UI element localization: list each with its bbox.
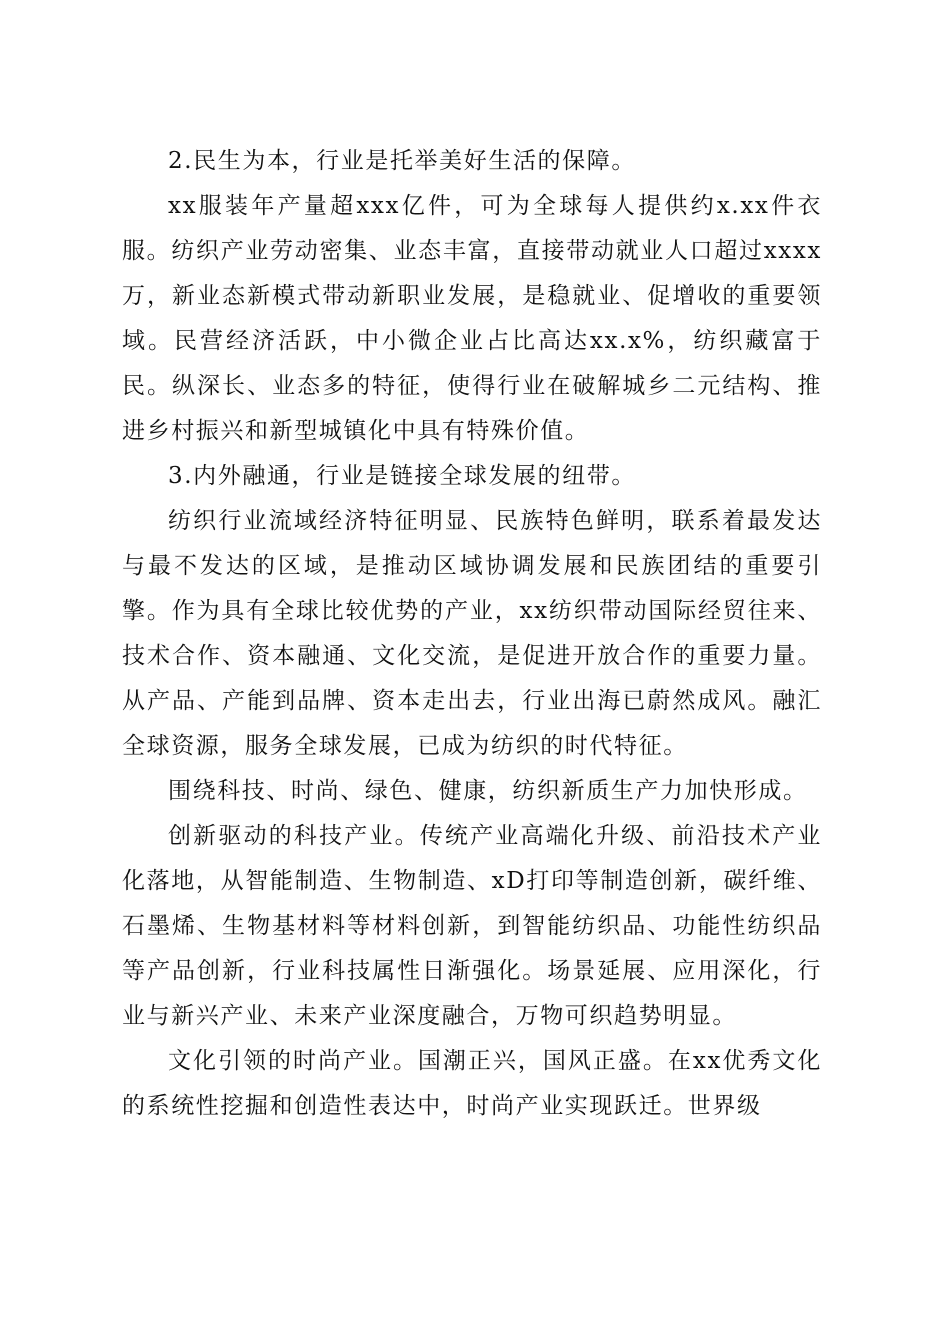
- document-body: [122, 139, 822, 1129]
- section-heading-2: 2.民生为本，行业是托举美好生活的保障。: [168, 148, 636, 174]
- section-heading-3: 3.内外融通，行业是链接全球发展的纽带。: [168, 463, 636, 489]
- paragraph-livelihood: xx服装年产量超xxx亿件，可为全球每人提供约x.xx件衣服。纺织产业劳动密集、业态丰富，直接带动就业人口超过xxxx万，新业态新模式带动新职业发展，是稳就业、促增收的重要领域。民营经济活跃，中小微企业占比高达xx.x%，纺织藏富于民。纵深长、业态多的特征，使得行业在破解城乡二元结构、推进乡村振兴和新型城镇化中具有特殊价值。: [122, 193, 822, 444]
- paragraph-fashion-industry: 文化引领的时尚产业。国潮正兴，国风正盛。在xx优秀文化的系统性挖掘和创造性表达中，时尚产业实现跃迁。世界级: [122, 1048, 822, 1119]
- paragraph-new-productivity: 围绕科技、时尚、绿色、健康，纺织新质生产力加快形成。: [168, 778, 808, 804]
- paragraph-global-link: 纺织行业流域经济特征明显、民族特色鲜明，联系着最发达与最不发达的区域，是推动区域协调发展和民族团结的重要引擎。作为具有全球比较优势的产业，xx纺织带动国际经贸往来、技术合作、资本融通、文化交流，是促进开放合作的重要力量。从产品、产能到品牌、资本走出去，行业出海已蔚然成风。融汇全球资源，服务全球发展，已成为纺织的时代特征。: [122, 508, 822, 759]
- paragraph-tech-industry: 创新驱动的科技产业。传统产业高端化升级、前沿技术产业化落地，从智能制造、生物制造、xD打印等制造创新，碳纤维、石墨烯、生物基材料等材料创新，到智能纺织品、功能性纺织品等产品创新，行业科技属性日渐强化。场景延展、应用深化，行业与新兴产业、未来产业深度融合，万物可织趋势明显。: [122, 823, 822, 1029]
